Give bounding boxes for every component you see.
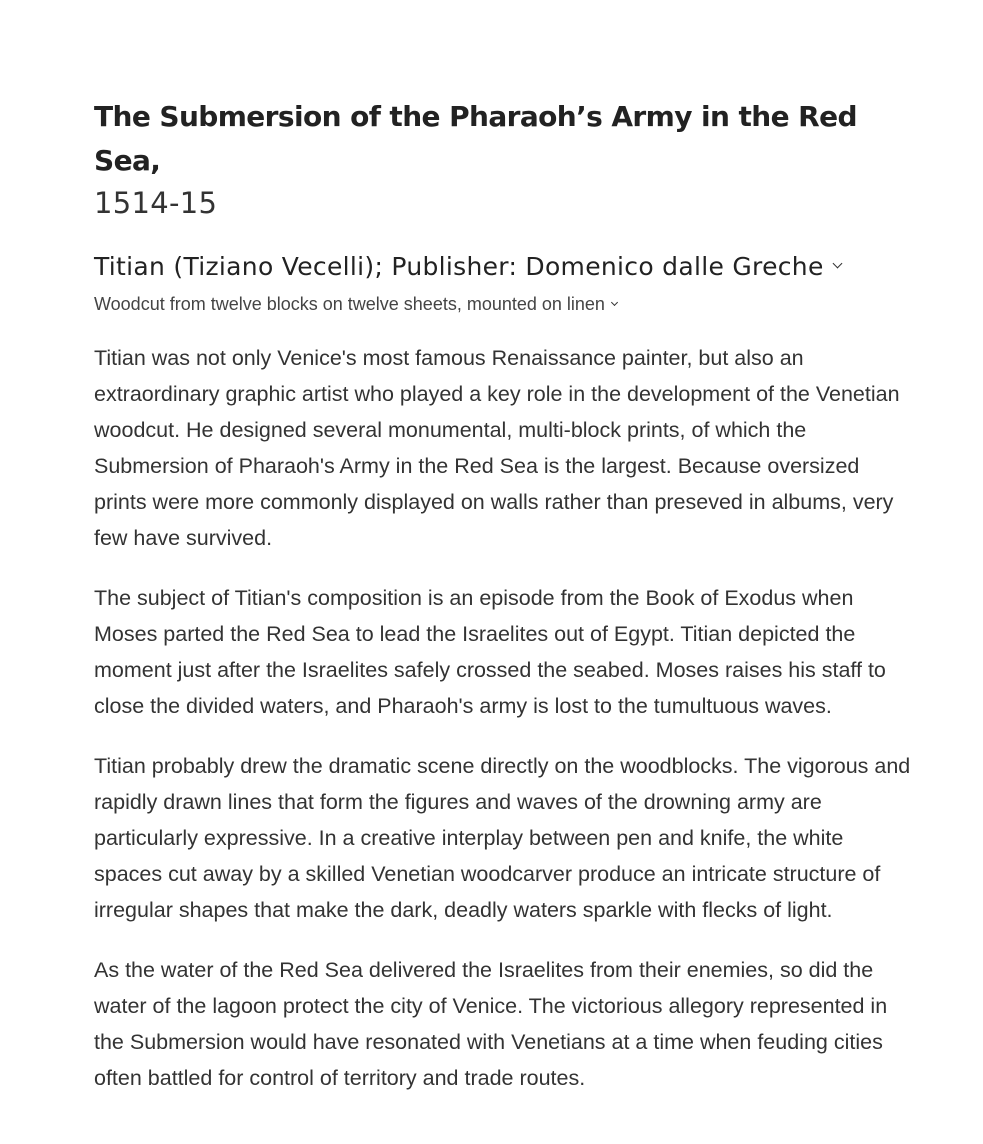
- artwork-description: [94, 340, 914, 1096]
- artwork-details: [94, 94, 914, 1120]
- artwork-heading: [94, 94, 914, 224]
- chevron-down-icon: [611, 298, 618, 305]
- artwork-title: The Submersion of the Pharaoh’s Army in the Red Sea: [94, 100, 857, 177]
- artist-toggle[interactable]: [94, 248, 914, 284]
- description-paragraph: Titian probably drew the dramatic scene directly on the woodblocks. The vigorous and rapidly drawn lines that form the figures and waves of the drowning army are particularly expressive. In a creative interplay between pen and knife, the white spaces cut away by a skilled Venetian woodcarver produce an intricate structure of irregular shapes that make the dark, deadly waters sparkle with flecks of light.: [94, 754, 911, 922]
- medium-toggle[interactable]: [94, 292, 914, 316]
- description-paragraph: The subject of Titian's composition is an episode from the Book of Exodus when Moses parted the Red Sea to lead the Israelites out of Egypt. Titian depicted the moment just after the Israelites safely crossed the seabed. Moses raises his staff to close the divided waters, and Pharaoh's army is lost to the tumultuous waves.: [94, 586, 886, 718]
- artist-name: Titian (Tiziano Vecelli); Publisher: Domenico dalle Greche: [94, 251, 824, 281]
- title-separator: ,: [150, 144, 161, 177]
- artwork-date: 1514-15: [94, 186, 218, 220]
- description-paragraph: Titian was not only Venice's most famous Renaissance painter, but also an extraordinary graphic artist who played a key role in the development of the Venetian woodcut. He designed several monumental, multi-block prints, of which the Submersion of Pharaoh's Army in the Red Sea is the largest. Because oversized prints were more commonly displayed on walls rather than preseved in albums, very few have survived.: [94, 346, 900, 550]
- description-paragraph: As the water of the Red Sea delivered the Israelites from their enemies, so did the water of the lagoon protect the city of Venice. The victorious allegory represented in the Submersion would have resonated with Venetians at a time when feuding cities often battled for control of territory and trade routes.: [94, 958, 888, 1090]
- artwork-medium: Woodcut from twelve blocks on twelve sheets, mounted on linen: [94, 293, 605, 314]
- chevron-down-icon: [832, 258, 842, 268]
